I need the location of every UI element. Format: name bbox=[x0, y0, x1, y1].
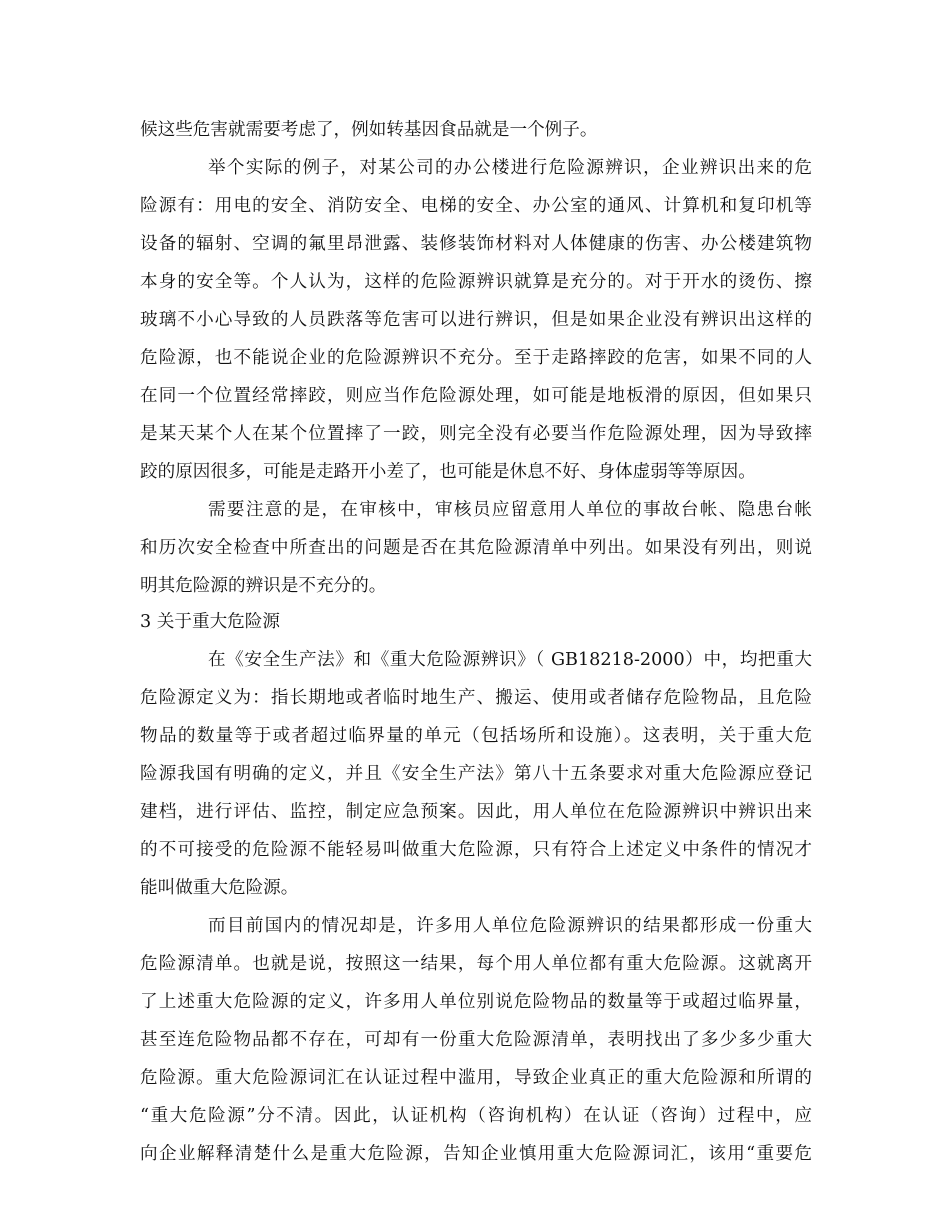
paragraph-line: 建档，进行评估、监控，制定应急预案。因此，用人单位在危险源辨识中辨识出来 bbox=[140, 802, 812, 822]
paragraph-line: 和历次安全检查中所查出的问题是否在其危险源清单中列出。如果没有列出，则说 bbox=[140, 538, 812, 558]
paragraph-line: 设备的辐射、空调的氟里昂泄露、装修装饰材料对人体健康的伤害、办公楼建筑物 bbox=[140, 234, 812, 254]
paragraph-line: 能叫做重大危险源。 bbox=[140, 878, 299, 898]
paragraph-line: 危险源定义为：指长期地或者临时地生产、搬运、使用或者储存危险物品，且危险 bbox=[140, 688, 812, 708]
paragraph-line: 而目前国内的情况却是，许多用人单位危险源辨识的结果都形成一份重大 bbox=[208, 916, 812, 936]
paragraph-line: 在同一个位置经常摔跤，则应当作危险源处理，如可能是地板滑的原因，但如果只 bbox=[140, 386, 812, 406]
paragraph-line: 本身的安全等。个人认为，这样的危险源辨识就算是充分的。对于开水的烫伤、擦 bbox=[140, 272, 812, 292]
paragraph-line: 跤的原因很多，可能是走路开小差了，也可能是休息不好、身体虚弱等等原因。 bbox=[140, 462, 756, 482]
paragraph-line: 险源有：用电的安全、消防安全、电梯的安全、办公室的通风、计算机和复印机等 bbox=[140, 196, 812, 216]
paragraph-line: 向企业解释清楚什么是重大危险源，告知企业慎用重大危险源词汇，该用“重要危 bbox=[140, 1144, 812, 1164]
paragraph-line: “重大危险源”分不清。因此，认证机构（咨询机构）在认证（咨询）过程中，应 bbox=[140, 1106, 812, 1126]
paragraph-line: 明其危险源的辨识是不充分的。 bbox=[140, 576, 387, 596]
paragraph-line: 的不可接受的危险源不能轻易叫做重大危险源，只有符合上述定义中条件的情况才 bbox=[140, 840, 812, 860]
paragraph-line: 候这些危害就需要考虑了，例如转基因食品就是一个例子。 bbox=[140, 120, 598, 140]
section-heading: 3 关于重大危险源 bbox=[140, 612, 280, 632]
paragraph-line: 危险源清单。也就是说，按照这一结果，每个用人单位都有重大危险源。这就离开 bbox=[140, 954, 812, 974]
paragraph-line: 需要注意的是，在审核中，审核员应留意用人单位的事故台帐、隐患台帐 bbox=[208, 500, 812, 520]
paragraph-line: 是某天某个人在某个位置摔了一跤，则完全没有必要当作危险源处理，因为导致摔 bbox=[140, 424, 812, 444]
paragraph-line: 甚至连危险物品都不存在，可却有一份重大危险源清单，表明找出了多少多少重大 bbox=[140, 1030, 812, 1050]
paragraph-line: 在《安全生产法》和《重大危险源辨识》（ GB18218-2000）中，均把重大 bbox=[208, 650, 812, 670]
paragraph-line: 玻璃不小心导致的人员跌落等危害可以进行辨识，但是如果企业没有辨识出这样的 bbox=[140, 310, 812, 330]
paragraph-line: 危险源，也不能说企业的危险源辨识不充分。至于走路摔跤的危害，如果不同的人 bbox=[140, 348, 812, 368]
paragraph-line: 危险源。重大危险源词汇在认证过程中滥用，导致企业真正的重大危险源和所谓的 bbox=[140, 1068, 812, 1088]
paragraph-line: 了上述重大危险源的定义，许多用人单位别说危险物品的数量等于或超过临界量， bbox=[140, 992, 812, 1012]
paragraph-line: 物品的数量等于或者超过临界量的单元（包括场所和设施）。这表明，关于重大危 bbox=[140, 726, 812, 746]
paragraph-line: 举个实际的例子，对某公司的办公楼进行危险源辨识，企业辨识出来的危 bbox=[208, 158, 812, 178]
paragraph-line: 险源我国有明确的定义，并且《安全生产法》第八十五条要求对重大危险源应登记 bbox=[140, 764, 812, 784]
